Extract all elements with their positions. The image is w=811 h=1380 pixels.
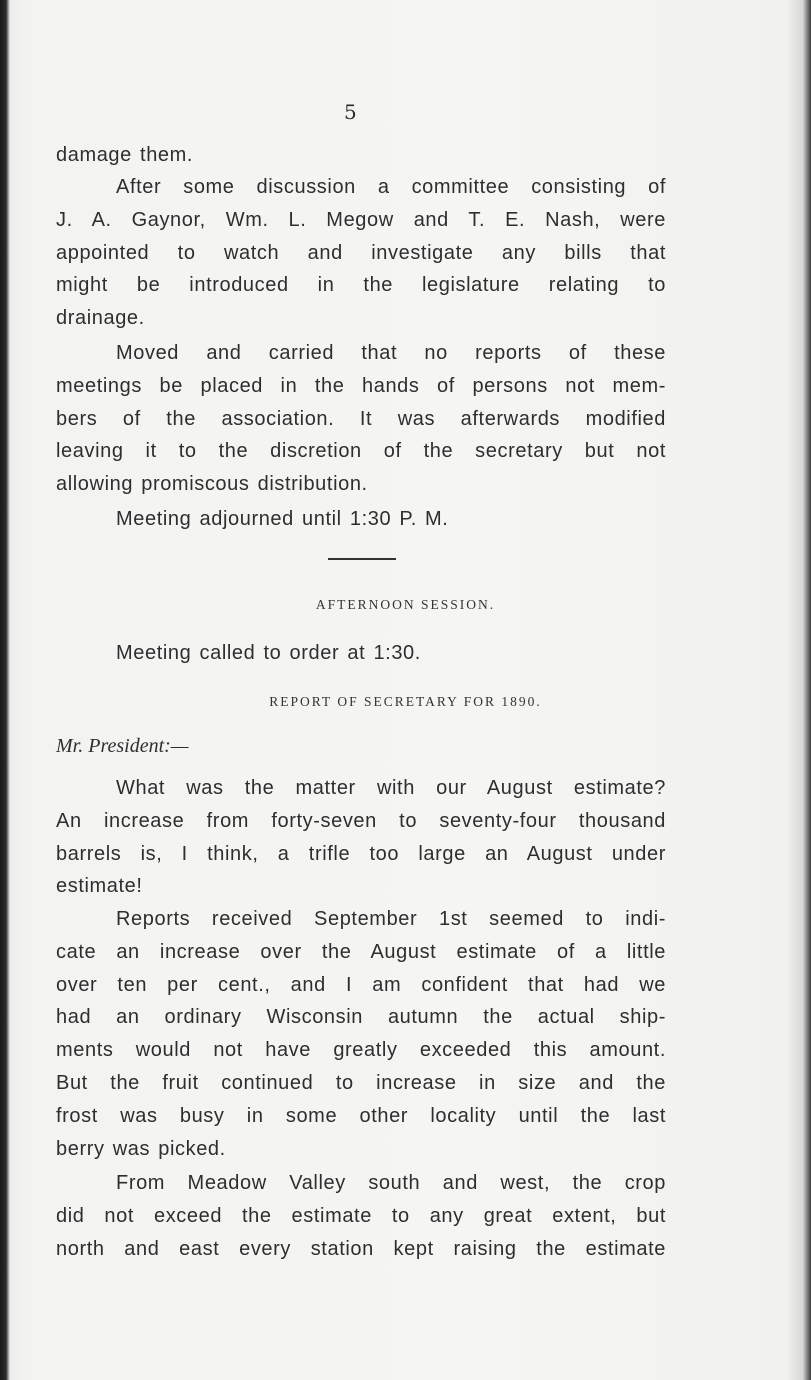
secretary-report-heading: REPORT OF SECRETARY FOR 1890. [269,694,542,709]
text-line: cate an increase over the August estimate of a little [56,940,666,963]
called-to-order-line [56,637,666,670]
afternoon-session-heading: AFTERNOON SESSION. [315,597,496,612]
text-line: did not exceed the estimate to any great extent, but [56,1204,666,1227]
meadow-valley-paragraph [56,1167,666,1265]
text-line: Meeting called to order at 1:30. [116,642,421,664]
text-line: From Meadow Valley south and west, the crop [116,1172,666,1194]
reports-paragraph [56,337,666,501]
text-line: allowing promiscous distribution. [56,473,368,496]
text-line: An increase from forty-seven to seventy-four thousand [56,809,666,832]
text-line: bers of the association. It was afterwards modified [56,407,666,430]
intro-line [56,139,666,172]
salutation: Mr. President:— [56,735,189,757]
text-line: over ten per cent., and I am confident that had we [56,973,666,996]
text-line: had an ordinary Wisconsin autumn the actual ship- [56,1006,666,1029]
text-line: J. A. Gaynor, Wm. L. Megow and T. E. Nash, were [56,208,666,231]
section-divider [328,558,396,560]
text-line: berry was picked. [56,1137,226,1160]
text-line: frost was busy in some other locality until the last [56,1104,666,1127]
adjourned-line [56,503,666,536]
text-line: What was the matter with our August estimate? [116,777,666,799]
text-line: leaving it to the discretion of the secretary but not [56,440,666,463]
text-line: north and east every station kept raising the estimate [56,1237,666,1260]
committee-paragraph [56,171,666,335]
text-line: might be introduced in the legislature relating to [56,274,666,297]
text-line: appointed to watch and investigate any bills that [56,241,666,264]
text-line: Moved and carried that no reports of these [116,342,666,364]
text-line: drainage. [56,307,145,330]
text-line: But the fruit continued to increase in size and the [56,1071,666,1094]
text-line: barrels is, I think, a trifle too large an August under [56,842,666,865]
text-line: damage them. [56,144,194,166]
text-line: Reports received September 1st seemed to indi- [116,908,666,930]
text-line: Meeting adjourned until 1:30 P. M. [116,508,449,530]
page-number: 5 [344,100,357,124]
text-line: estimate! [56,875,143,898]
text-line: After some discussion a committee consisting of [116,176,666,198]
text-line: meetings be placed in the hands of persons not mem- [56,374,666,397]
estimate-paragraph [56,772,666,903]
september-paragraph [56,903,666,1165]
text-line: ments would not have greatly exceeded this amount. [56,1039,666,1062]
